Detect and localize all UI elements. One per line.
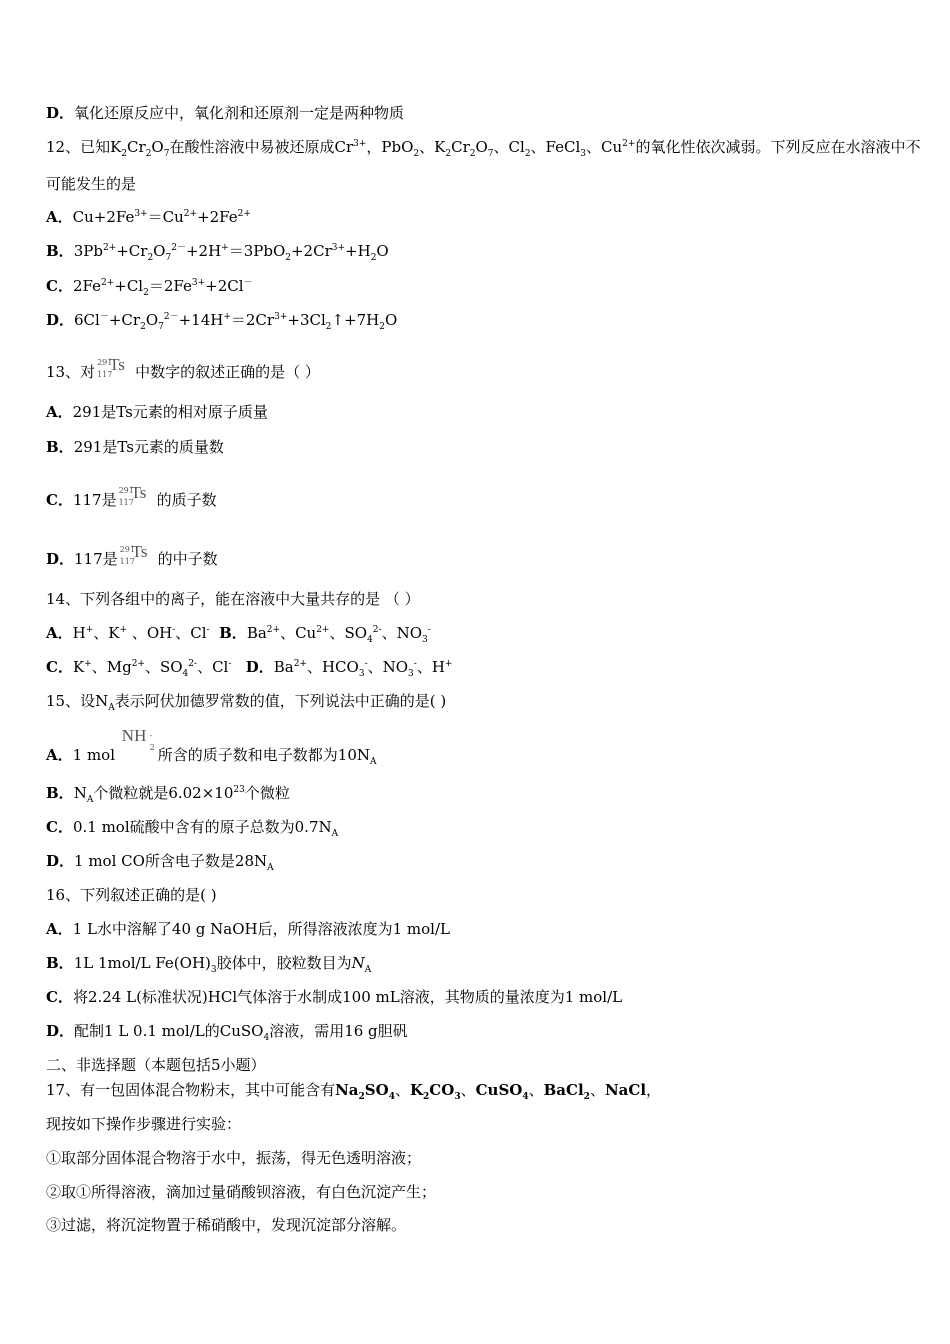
nuclide-symbol: 291 117 Ts (118, 483, 147, 507)
q14-options-ab: A．H+、K+ 、OH-、Cl- B．$Ba^{2+}$、$Cu^{2+}$、$SO_4^{2-}$、$NO_3^-$ (46, 624, 431, 645)
q16-option-d: D．配制1 L 0.1 mol/L的CuSO$_4$溶液，需用16 g胆矾 (46, 1022, 408, 1043)
q13-option-d: D．117是 291 117 Ts 的中子数 (46, 542, 218, 568)
q13-option-b: B．291是Ts元素的质量数 (46, 438, 224, 456)
q17-step-1: ①取部分固体混合物溶于水中，振荡，得无色透明溶液； (46, 1149, 422, 1167)
section-heading: 二、非选择题（本题包括5小题） (46, 1056, 266, 1074)
q12-option-d: D．$6Cl^-+Cr_2O_7^{2-}+14H^+=2Cr^{3+}+3Cl_2↑+7H_2O$ (46, 311, 398, 332)
q12-option-b: B．$3Pb^{2+}+Cr_2O_7^{2-}+2H^+=3PbO_2+2Cr^{3+}+H_2O$ (46, 242, 389, 263)
q12-option-a: A．$Cu+2Fe^{3+}=Cu^{2+}+2Fe^{2+}$ (46, 208, 251, 226)
q12-stem-line2: 可能发生的是 (46, 175, 137, 193)
q15-stem: 15、设$N_A$表示阿伏加德罗常数的值，下列说法中正确的是( ) (46, 692, 447, 713)
q13-option-a: A．291是Ts元素的相对原子质量 (46, 403, 268, 421)
q15-option-c: C．0.1 mol硫酸中含有的原子总数为$0.7N_A$ (46, 818, 339, 839)
nuclide-symbol: 291 117 Ts (97, 355, 125, 379)
q13-option-c: C．117是 291 117 Ts 的质子数 (46, 483, 217, 509)
q15-option-a: A．1 mol NH - 2 所含的质子数和电子数都为$10N_A$ (46, 726, 377, 767)
q16-option-c: C．将2.24 L(标准状况)HCl气体溶于水制成100 mL溶液，其物质的量浓度为1 mol/L (46, 988, 623, 1006)
q15-option-d: D．1 mol CO所含电子数是$28N_A$ (46, 852, 274, 873)
q17-stem: 17、有一包固体混合物粉末，其中可能含有$Na_2SO_4$、$K_2CO_3$、CuSO$_4$、BaCl$_2$、NaCl， (46, 1081, 662, 1102)
q17-step-3: ③过滤，将沉淀物置于稀硝酸中，发现沉淀部分溶解。 (46, 1216, 407, 1234)
nuclide-symbol: 291 117 Ts (119, 542, 148, 566)
amide-ion-formula: NH - 2 (121, 726, 155, 752)
q15-option-b: B．$N_A$个微粒就是$6.02\times 10^{23}$个微粒 (46, 784, 290, 805)
q12-stem: 12、已知$K_2Cr_2O_7$在酸性溶液中易被还原成$Cr^{3+}$，PbO$_2$、$K_2Cr_2O_7$、$Cl_2$、FeCl$_3$、$Cu^{2+}$的氧化性依次减弱。下列反应在水溶液中不 (46, 138, 921, 159)
q13-stem: 13、对 291 117 Ts 中数字的叙述正确的是（ ） (46, 355, 320, 381)
q12-option-c: C．$2Fe^{2+}+Cl_2=2Fe^{3+}+2Cl^-$ (46, 277, 253, 298)
q16-option-b: B．1L 1mol/L $Fe(OH)_3$胶体中，胶粒数目为$N_A$ (46, 954, 372, 975)
q11-option-d: D．氧化还原反应中，氧化剂和还原剂一定是两种物质 (46, 104, 405, 122)
q17-stem-line2: 现按如下操作步骤进行实验： (46, 1115, 242, 1133)
q14-stem: 14、下列各组中的离子，能在溶液中大量共存的是 （ ） (46, 590, 420, 608)
q17-step-2: ②取①所得溶液，滴加过量硝酸钡溶液，有白色沉淀产生； (46, 1183, 437, 1201)
q14-options-cd: C．K+、$Mg^{2+}$、$SO_4^{2-}$、Cl- D．$Ba^{2+}$、$HCO_3^-$、$NO_3^-$、H+ (46, 658, 453, 679)
q16-option-a: A．1 L水中溶解了40 g NaOH后，所得溶液浓度为1 mol/L (46, 920, 450, 938)
q16-stem: 16、下列叙述正确的是( ) (46, 886, 217, 904)
